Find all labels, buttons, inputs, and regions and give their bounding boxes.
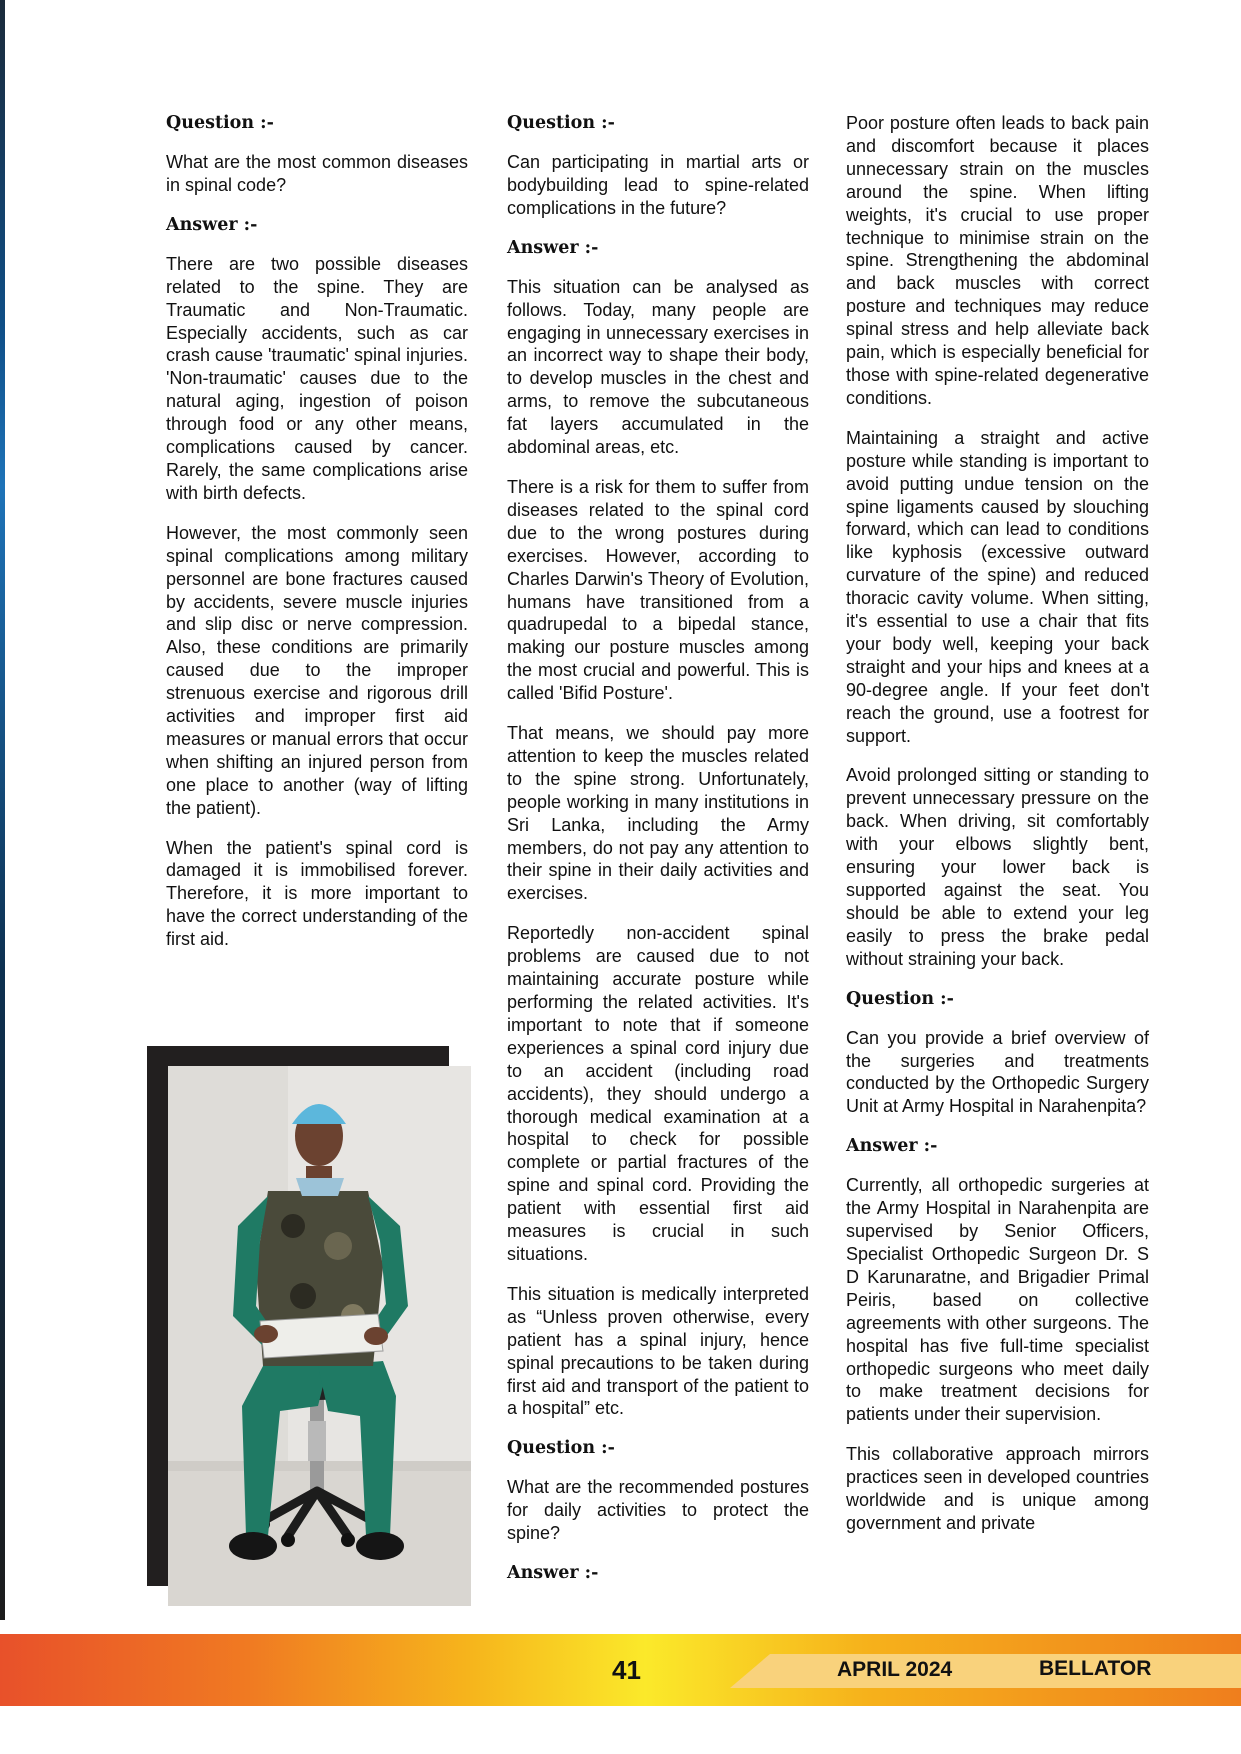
question-heading: Question :- [507, 1438, 615, 1459]
question-heading: Question :- [166, 113, 274, 133]
answer-paragraph: When the patient's spinal cord is damaged it is immobilised forever. Therefore, it is more important to have the correct understanding of the first aid. [166, 837, 468, 950]
answer-paragraph: This situation can be analysed as follows. Today, many people are engaging in unnecessary exercises in an incorrect way to shape their body, to develop muscles in the chest and arms, to remove the subcutaneous fat layers accumulated in the abdominal areas, etc. [507, 276, 809, 458]
answer-heading: Answer :- [846, 1136, 938, 1157]
question-heading: Question :- [846, 988, 954, 1009]
answer-paragraph: There are two possible diseases related to the spine. They are Traumatic and Non-Traumatic. Especially accidents, such as car crash cause 'traumatic' spinal injuries. 'Non-traumatic' causes due to the natural aging, ingestion of poison through food or any other means, complications caused by cancer. Rarely, the same complications arise with birth defects. [166, 253, 469, 503]
article-column-1 [166, 112, 468, 968]
answer-paragraph: This collaborative approach mirrors practices seen in developed countries worldwide and is unique among government and private [846, 1444, 1149, 1533]
answer-paragraph: Reportedly non-accident spinal problems are caused due to not maintaining accurate posture while performing the related activities. It's important to note that if someone experiences a spinal cord injury due to an accident (including road accidents), they should undergo a thorough medical examination at a hospital to check for possible complete or partial fractures of the spine and spinal cord. Providing the patient with essential first aid measures is crucial in such situations. [507, 923, 809, 1264]
footer-tab [730, 1654, 1241, 1688]
answer-paragraph: This situation is medically interpreted as “Unless proven otherwise, every patient has a spinal injury, hence spinal precautions to be taken during first aid and transport of the patient to a hospital” etc. [507, 1283, 809, 1419]
surgeon-illustration [168, 1066, 471, 1606]
answer-paragraph: Maintaining a straight and active posture while standing is important to avoid putting undue tension on the spine ligaments caused by slouching forward, which can lead to conditions like kyphosis (excessive outward curvature of the spine) and reduced thoracic cavity volume. When sitting, it's essential to use a chair that fits your body well, keeping your back straight and your hips and knees at a 90-degree angle. If your feet don't reach the ground, use a footrest for support. [846, 427, 1149, 746]
question-text: What are the most common diseases in spinal code? [166, 152, 468, 195]
question-text: Can you provide a brief overview of the surgeries and treatments conducted by the Orthopedic Surgery Unit at Army Hospital in Narahenpita? [846, 1027, 1149, 1117]
question-heading: Question :- [507, 113, 615, 133]
answer-paragraph: Poor posture often leads to back pain and discomfort because it places unnecessary strain on the muscles around the spine. When lifting weights, it's crucial to use proper technique to minimise strain on the spine. Strengthening the abdominal and back muscles with correct posture and techniques may reduce spinal stress and help alleviate back pain, which is especially beneficial for those with spine-related degenerative conditions. [846, 113, 1149, 408]
answer-paragraph: That means, we should pay more attention to keep the muscles related to the spine strong. Unfortunately, people working in many institutions in Sri Lanka, including the Army members, do not pay any attention to their spine in their daily activities and exercises. [507, 723, 809, 904]
article-column-3 [846, 112, 1149, 1552]
magazine-name: BELLATOR [1039, 1657, 1152, 1680]
surgeon-photo [168, 1066, 471, 1606]
answer-heading: Answer :- [166, 214, 258, 235]
answer-paragraph: Currently, all orthopedic surgeries at the Army Hospital in Narahenpita are supervised by Senior Officers, Specialist Orthopedic Surgeon Dr. S D Karunaratne, and Brigadier Primal Peiris, based on collective agreements with other surgeons. The hospital has five full-time specialist orthopedic surgeons who meet daily to make treatment decisions for patients under their supervision. [846, 1175, 1149, 1425]
answer-heading: Answer :- [507, 237, 599, 258]
answer-heading: Answer :- [507, 1563, 599, 1584]
answer-paragraph: There is a risk for them to suffer from diseases related to the spinal cord due to the wrong postures during exercises. However, according to Charles Darwin's Theory of Evolution, humans have transitioned from a quadrupedal to a bipedal stance, making our posture muscles among the most crucial and powerful. This is called 'Bifid Posture'. [507, 476, 809, 704]
issue-date: APRIL 2024 [837, 1658, 953, 1681]
answer-paragraph: Avoid prolonged sitting or standing to prevent unnecessary pressure on the back. When driving, sit comfortably with your elbows slightly bent, ensuring your lower back is supported against the seat. You should be able to extend your leg easily to press the brake pedal without straining your back. [846, 765, 1149, 969]
answer-paragraph: However, the most commonly seen spinal complications among military personnel are bone fractures caused by accidents, severe muscle injuries and slip disc or nerve compression. Also, these conditions are primarily caused due to the improper strenuous exercise and rigorous drill activities and improper first aid measures or manual errors that occur when shifting an injured person from one place to another (way of lifting the patient). [166, 522, 468, 818]
article-column-2 [507, 112, 809, 1601]
page-edge-strip [0, 0, 5, 1620]
question-text: What are the recommended postures for daily activities to protect the spine? [507, 1477, 809, 1544]
page-number: 41 [612, 1655, 641, 1685]
question-text: Can participating in martial arts or bodybuilding lead to spine-related complications in the future? [507, 152, 809, 218]
